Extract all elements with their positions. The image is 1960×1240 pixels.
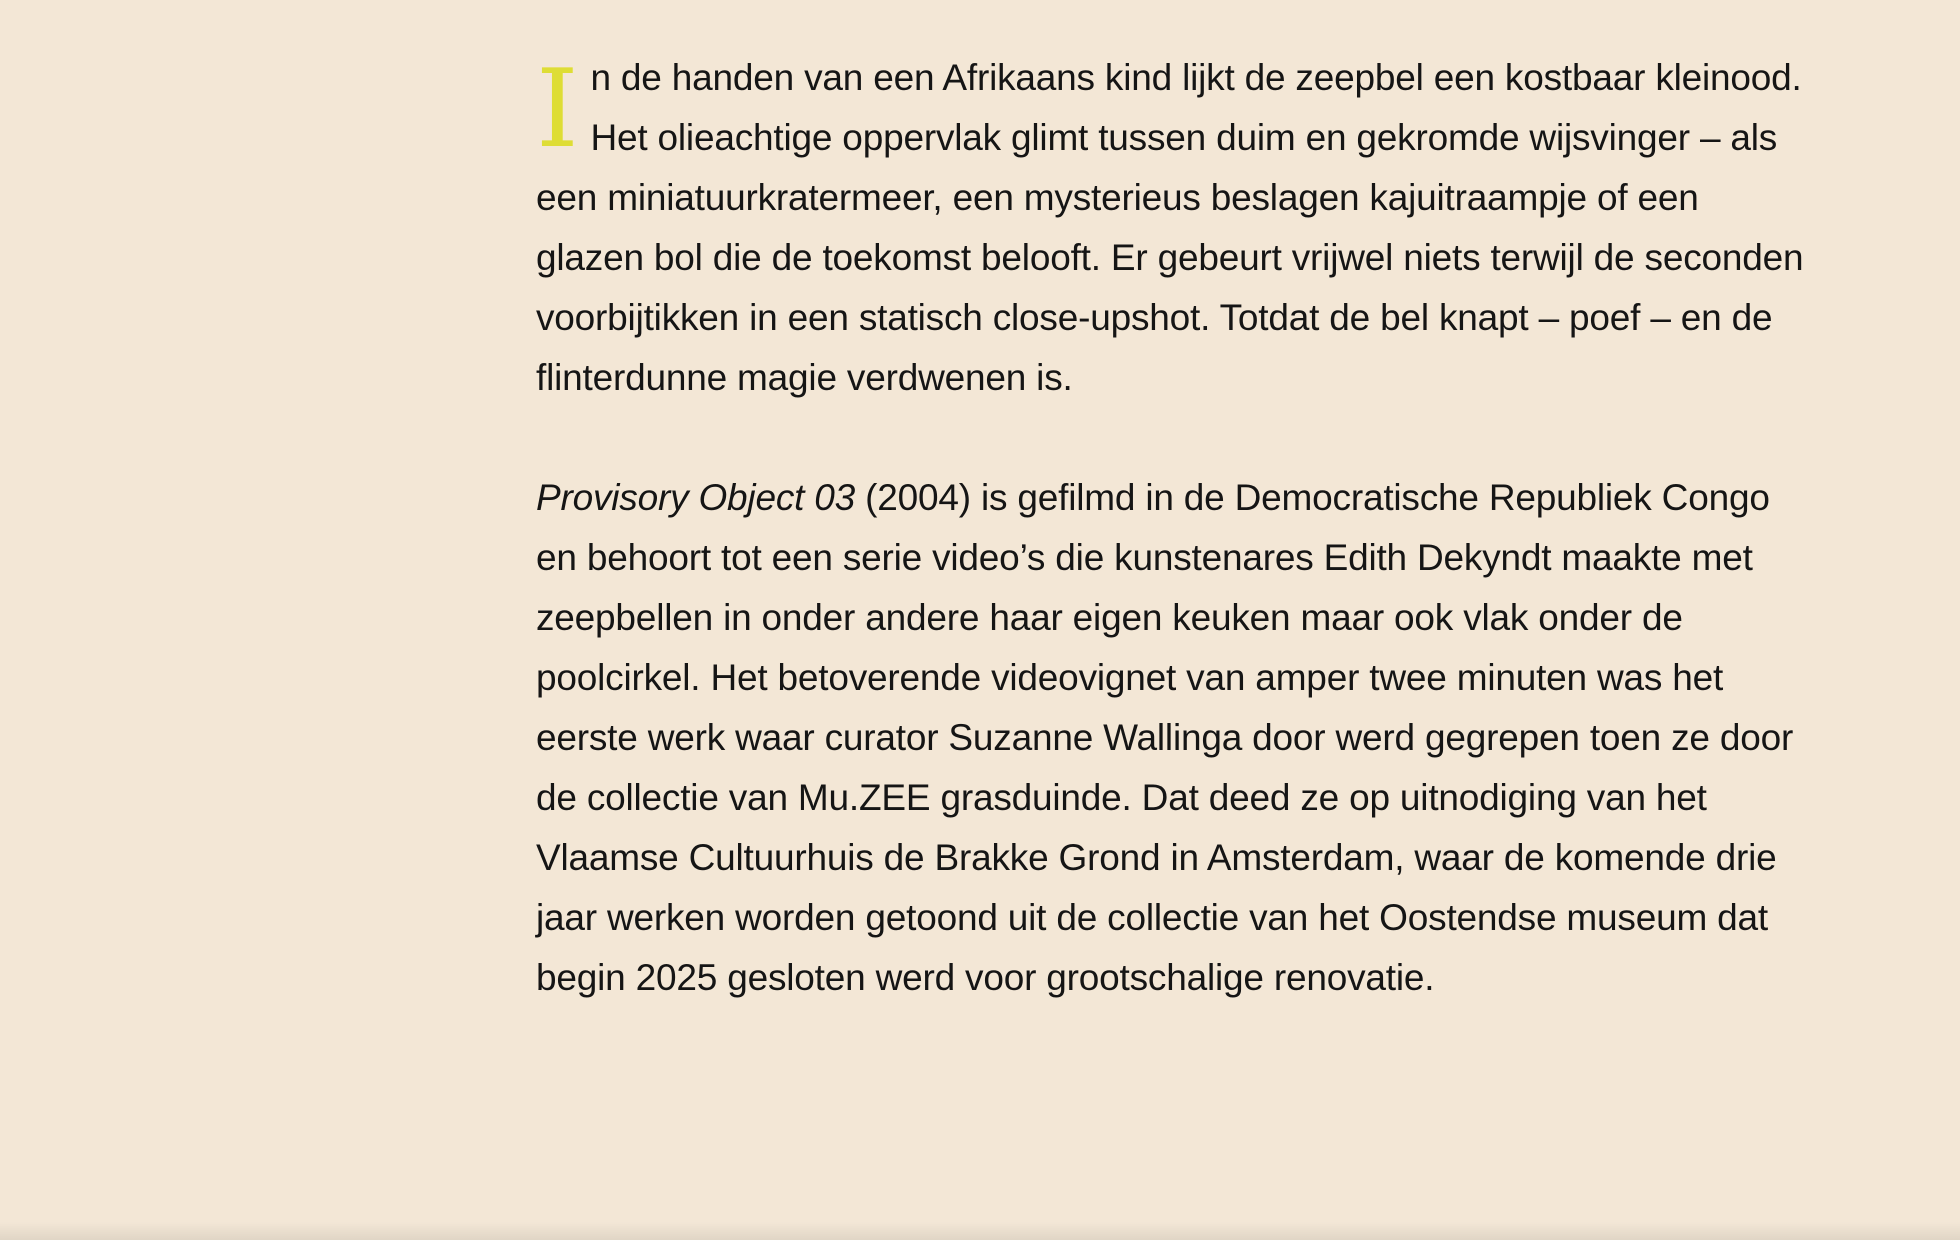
bottom-edge-shadow (0, 1222, 1960, 1240)
article-body (536, 48, 1816, 1008)
paragraph-1-text: n de handen van een Afrikaans kind lijkt de zeepbel een kostbaar kleinood. Het olieachtige oppervlak glimt tussen duim en gekromde wijsvinger – als een miniatuurkratermeer, een mysterieus beslagen kajuitraampje of een glazen bol die de toekomst belooft. Er gebeurt vrijwel niets terwijl de seconden voorbijtikken in een statisch close-upshot. Totdat de bel knapt – poef – en de flinterdunne magie verdwenen is. (536, 57, 1804, 398)
article-paragraph-1 (536, 48, 1816, 408)
artwork-title: Provisory Object 03 (536, 477, 856, 518)
article-paragraph-2 (536, 468, 1816, 1008)
dropcap-letter: I (536, 47, 579, 172)
paragraph-2-text: (2004) is gefilmd in de Democratische Republiek Congo en behoort tot een serie video’s die kunstenares Edith Dekyndt maakte met zeepbellen in onder andere haar eigen keuken maar ook vlak onder de poolcirkel. Het betoverende videovignet van amper twee minuten was het eerste werk waar curator Suzanne Wallinga door werd gegrepen toen ze door de collectie van Mu.ZEE grasduinde. Dat deed ze op uitnodiging van het Vlaamse Cultuurhuis de Brakke Grond in Amsterdam, waar de komende drie jaar werken worden getoond uit de collectie van het Oostendse museum dat begin 2025 gesloten werd voor grootschalige renovatie. (536, 477, 1794, 998)
